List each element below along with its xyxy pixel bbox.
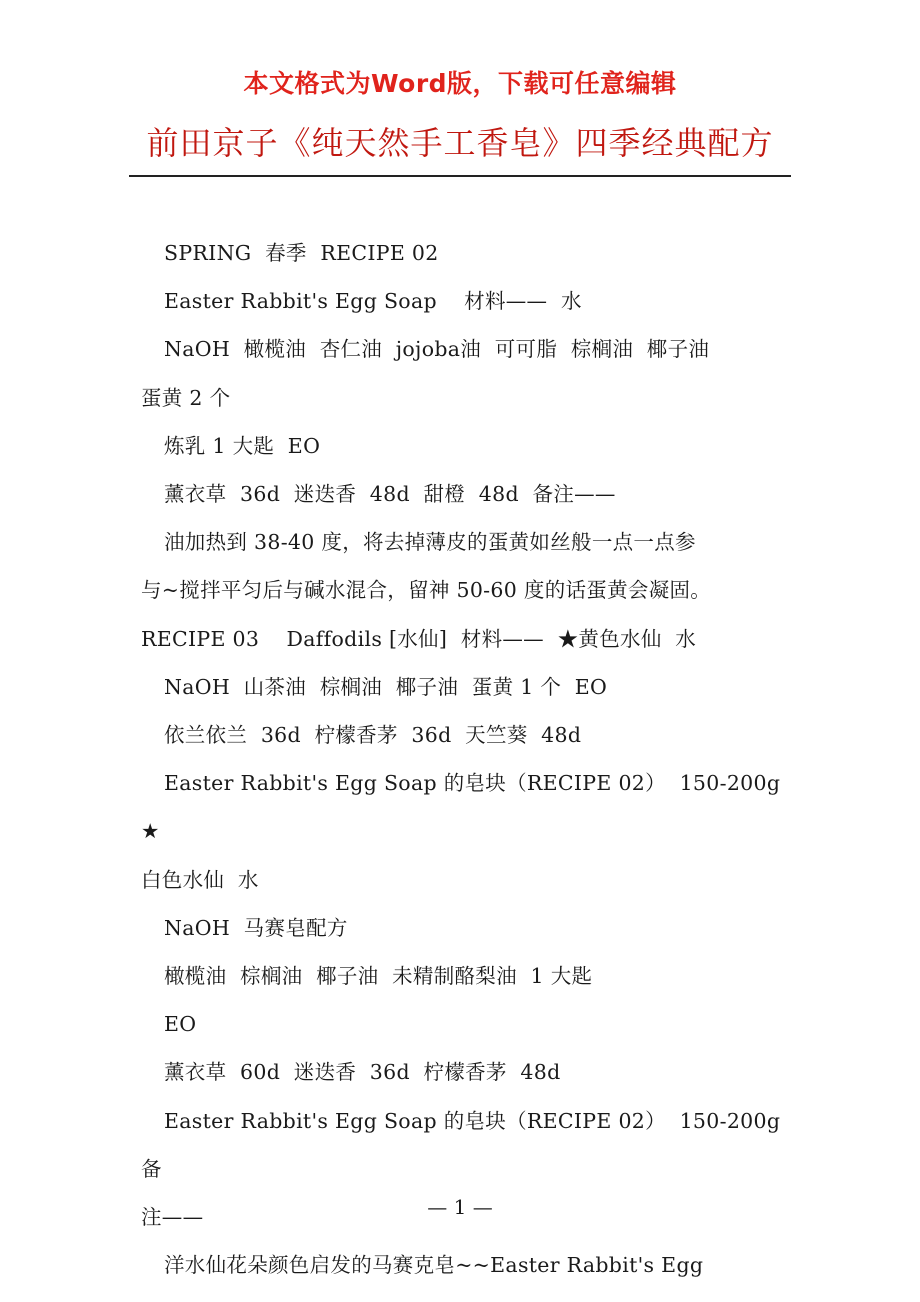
body-line: 洋水仙花朵颜色启发的马赛克皂~~Easter Rabbit's Egg bbox=[164, 1253, 704, 1278]
body-line: RECIPE 03 Daffodils [水仙] 材料—— ★黄色水仙 水 bbox=[141, 626, 697, 651]
body-line: 注—— bbox=[141, 1205, 204, 1230]
body-line: 油加热到 38-40 度，将去掉薄皮的蛋黄如丝般一点一点参 bbox=[164, 530, 696, 555]
body-line: NaOH 橄榄油 杏仁油 jojoba油 可可脂 棕榈油 椰子油 bbox=[164, 337, 710, 362]
body-line: NaOH 山茶油 棕榈油 椰子油 蛋黄 1 个 EO bbox=[164, 674, 608, 699]
body-line: 白色水仙 水 bbox=[141, 867, 259, 892]
body-line: NaOH 马赛皂配方 bbox=[164, 915, 348, 940]
body-line: 蛋黄 2 个 bbox=[141, 385, 231, 410]
body-line: 橄榄油 棕榈油 椰子油 未精制酪梨油 1 大匙 bbox=[164, 964, 593, 989]
page-number: — 1 — bbox=[427, 1195, 493, 1219]
body-line: Easter Rabbit's Egg Soap 材料—— 水 bbox=[164, 289, 582, 314]
body-line: 炼乳 1 大匙 EO bbox=[164, 433, 321, 458]
body-line: SPRING 春季 RECIPE 02 bbox=[164, 241, 439, 265]
format-notice-banner: 本文格式为Word版，下载可任意编辑 bbox=[243, 69, 677, 98]
body-line: Easter Rabbit's Egg Soap 的皂块（RECIPE 02） 150-200g 备 bbox=[141, 1108, 794, 1181]
body-line: Easter Rabbit's Egg Soap 的皂块（RECIPE 02） 150-200g ★ bbox=[141, 771, 794, 844]
body-line: EO bbox=[164, 1012, 197, 1037]
document-body bbox=[141, 229, 794, 1289]
body-line: 薰衣草 60d 迷迭香 36d 柠檬香茅 48d bbox=[164, 1060, 561, 1085]
document-title: 前田京子《纯天然手工香皂》四季经典配方 bbox=[146, 124, 774, 162]
body-line: 与~搅拌平匀后与碱水混合，留神 50-60 度的话蛋黄会凝固。 bbox=[141, 578, 712, 603]
body-line: 薰衣草 36d 迷迭香 48d 甜橙 48d 备注—— bbox=[164, 482, 616, 507]
body-line: 依兰依兰 36d 柠檬香茅 36d 天竺葵 48d bbox=[164, 723, 582, 748]
title-divider bbox=[129, 175, 791, 177]
